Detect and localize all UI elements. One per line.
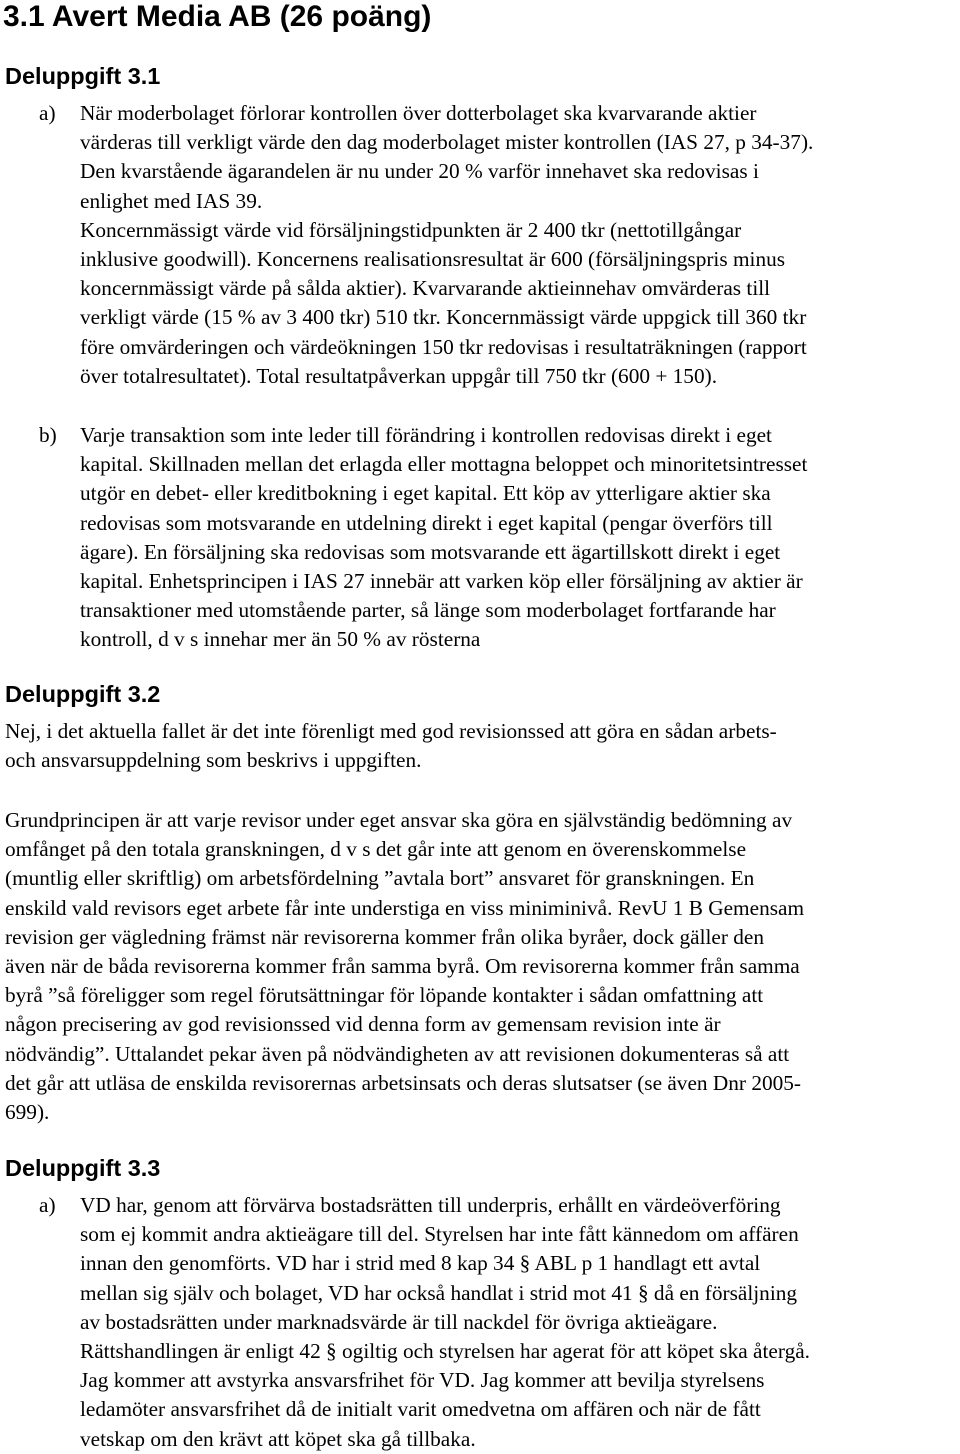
section-heading-3-3: Deluppgift 3.3 bbox=[5, 1155, 161, 1181]
text-line: vetskap om den krävt att köpet ska gå tillbaka. bbox=[80, 1426, 476, 1451]
document-title: 3.1 Avert Media AB (26 poäng) bbox=[3, 0, 432, 33]
text-line: När moderbolaget förlorar kontrollen över dotterbolaget ska kvarvarande aktier bbox=[80, 101, 757, 125]
list-item-text bbox=[80, 99, 813, 391]
text-line: det går att utläsa de enskilda revisorernas arbetsinsats och deras slutsatser (se även Dnr 2005- bbox=[5, 1070, 802, 1095]
text-line: inklusive goodwill). Koncernens realisationsresultat är 600 (försäljningspris minus bbox=[80, 246, 786, 271]
text-line: redovisas som motsvarande en utdelning direkt i eget kapital (pengar överförs till bbox=[80, 510, 773, 535]
text-line: transaktioner med utomstående parter, så länge som moderbolaget fortfarande har bbox=[80, 598, 776, 623]
paragraph-3-2-explanation bbox=[5, 806, 804, 1127]
text-line: före omvärderingen och värdeökningen 150 tkr redovisas i resultaträkningen (rapport bbox=[80, 334, 807, 359]
text-line: enskild vald revisors eget arbete får inte understiga en viss miniminivå. RevU 1 B Gemensam bbox=[5, 895, 805, 920]
text-line: Koncernmässigt värde vid försäljningstidpunkten är 2 400 tkr (nettotillgångar bbox=[80, 217, 742, 242]
text-line: Varje transaktion som inte leder till förändring i kontrollen redovisas direkt i eget bbox=[80, 423, 772, 447]
text-line: VD har, genom att förvärva bostadsrätten till underpris, erhållt en värdeöverföring bbox=[80, 1193, 781, 1217]
text-line: utgör en debet- eller kreditbokning i eget kapital. Ett köp av ytterligare aktier ska bbox=[80, 481, 771, 506]
text-line: verkligt värde (15 % av 3 400 tkr) 510 tkr. Koncernmässigt värde uppgick till 360 tkr bbox=[80, 305, 807, 330]
text-line: även när de båda revisorerna kommer från samma byrå. Om revisorerna kommer från samma bbox=[5, 953, 800, 978]
text-line: omfånget på den totala granskningen, d v s det går inte att genom en överenskommelse bbox=[5, 837, 747, 862]
text-line: Grundprincipen är att varje revisor under eget ansvar ska göra en självständig bedömning av bbox=[5, 808, 793, 832]
list-marker: b) bbox=[39, 423, 57, 447]
list-marker: a) bbox=[39, 1193, 56, 1217]
text-line: av bostadsrätten under marknadsvärde är till nackdel för övriga aktieägare. bbox=[80, 1309, 718, 1334]
text-line: (muntlig eller skriftlig) om arbetsfördelning ”avtala bort” ansvaret för granskningen. En bbox=[5, 866, 755, 891]
section-heading-3-2: Deluppgift 3.2 bbox=[5, 681, 161, 707]
text-line: Rättshandlingen är enligt 42 § ogiltig och styrelsen har agerat för att köpet ska återgå. bbox=[80, 1338, 810, 1363]
text-line: Nej, i det aktuella fallet är det inte förenligt med god revisionssed att göra en sådan arbets- bbox=[5, 719, 777, 743]
paragraph-3-2-answer bbox=[5, 717, 777, 775]
text-line: byrå ”så föreligger som regel förutsättningar för löpande kontakter i sådan omfattning att bbox=[5, 983, 764, 1008]
text-line: mellan sig själv och bolaget, VD har också handlat i strid mot 41 § då en försäljning bbox=[80, 1280, 798, 1305]
text-line: Jag kommer att avstyrka ansvarsfrihet för VD. Jag kommer att bevilja styrelsens bbox=[80, 1368, 765, 1393]
text-line: någon precisering av god revisionssed vid denna form av gemensam revision inte är bbox=[5, 1012, 721, 1037]
text-line: koncernmässigt värde på sålda aktier). Kvarvarande aktieinnehav omvärderas till bbox=[80, 276, 771, 301]
list-marker: a) bbox=[39, 101, 56, 125]
text-line: enlighet med IAS 39. bbox=[80, 188, 263, 213]
text-line: värderas till verkligt värde den dag moderbolaget mister kontrollen (IAS 27, p 34-37). bbox=[80, 130, 814, 155]
list-item-text bbox=[80, 421, 807, 655]
text-line: ledamöter ansvarsfrihet då de initialt varit omedvetna om affären och när de fått bbox=[80, 1397, 761, 1422]
text-line: kapital. Skillnaden mellan det erlagda eller mottagna beloppet och minoritetsintresset bbox=[80, 452, 808, 477]
text-line: Den kvarstående ägarandelen är nu under 20 % varför innehavet ska redovisas i bbox=[80, 159, 759, 184]
text-line: innan den genomförts. VD har i strid med 8 kap 34 § ABL p 1 handlagt ett avtal bbox=[80, 1251, 761, 1276]
text-line: 699). bbox=[5, 1099, 50, 1124]
text-line: ägare). En försäljning ska redovisas som motsvarande ett ägartillskott direkt i eget bbox=[80, 539, 781, 564]
text-line: revision ger vägledning främst när revisorerna kommer från olika byråer, dock gäller den bbox=[5, 924, 765, 949]
text-line: kapital. Enhetsprincipen i IAS 27 innebär att varken köp eller försäljning av aktier är bbox=[80, 568, 803, 593]
text-line: över totalresultatet). Total resultatpåverkan uppgår till 750 tkr (600 + 150). bbox=[80, 363, 718, 388]
section-heading-3-1: Deluppgift 3.1 bbox=[5, 63, 161, 89]
text-line: nödvändig”. Uttalandet pekar även på nödvändigheten av att revisionen dokumenteras så att bbox=[5, 1041, 790, 1066]
text-line: kontroll, d v s innehar mer än 50 % av rösterna bbox=[80, 627, 481, 652]
text-line: och ansvarsuppdelning som beskrivs i uppgiften. bbox=[5, 748, 422, 773]
list-item-text bbox=[80, 1191, 810, 1454]
text-line: som ej kommit andra aktieägare till del. Styrelsen har inte fått kännedom om affären bbox=[80, 1222, 799, 1247]
